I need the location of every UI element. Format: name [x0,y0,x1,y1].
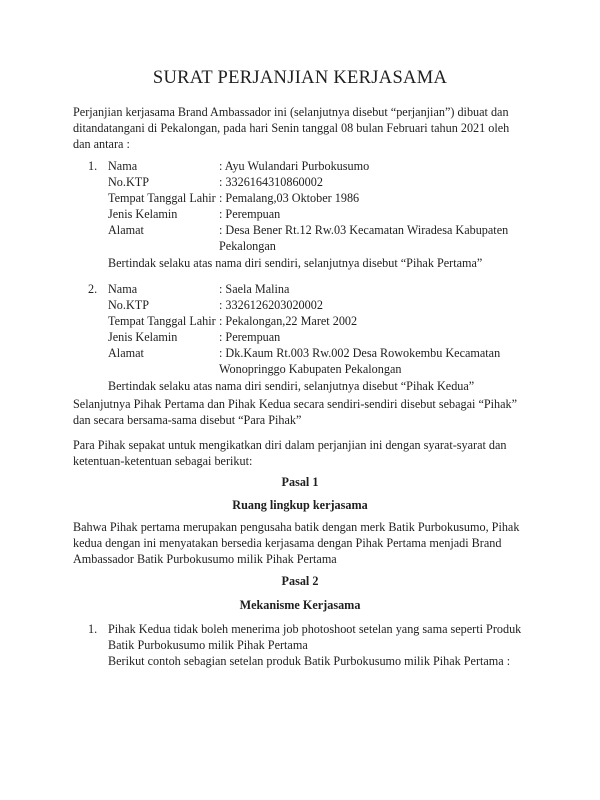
pasal-2-subheading: Mekanisme Kerjasama [239,598,361,612]
intro-line-3: dan antara : [73,137,130,151]
party-1-statement: Bertindak selaku atas nama diri sendiri, selanjutnya disebut “Pihak Pertama” [108,256,483,270]
party-1-ktp-value: : 3326164310860002 [219,175,323,189]
party-2-ttl-label: Tempat Tanggal Lahir [108,314,216,328]
party-2-ttl-value: : Pekalongan,22 Maret 2002 [219,314,358,328]
pasal-2-heading: Pasal 2 [281,574,319,588]
party-1-alamat-value-2: Pekalongan [219,239,276,253]
party-1-alamat-label: Alamat [108,223,144,237]
pasal-1-body-line-1: Bahwa Pihak pertama merupakan pengusaha batik dengan merk Batik Purbokusumo, Pihak [73,520,520,534]
party-2-ktp-value: : 3326126203020002 [219,298,323,312]
pasal-1-subheading: Ruang lingkup kerjasama [232,498,368,512]
party-2-nama-value: : Saela Malina [219,282,290,296]
party-1-nama-value: : Ayu Wulandari Purbokusumo [219,159,370,173]
party-2-statement: Bertindak selaku atas nama diri sendiri, selanjutnya disebut “Pihak Kedua” [108,379,475,393]
party-1-ttl-value: : Pemalang,03 Oktober 1986 [219,191,360,205]
para-pihak-line-1: Selanjutnya Pihak Pertama dan Pihak Kedua secara sendiri-sendiri disebut sebagai “Pihak” [73,397,518,411]
party-2-ktp-label: No.KTP [108,298,149,312]
party-2-alamat-value-2: Wonopringgo Kabupaten Pekalongan [219,362,402,376]
intro-line-2: ditandatangani di Pekalongan, pada hari Senin tanggal 08 bulan Februari tahun 2021 oleh [73,121,510,135]
party-2-jk-value: : Perempuan [219,330,281,344]
party-1-nama-label: Nama [108,159,138,173]
party-1-number: 1. [88,159,98,173]
pasal-2-item-1-line-1: Pihak Kedua tidak boleh menerima job photoshoot setelan yang sama seperti Produk [108,622,522,636]
party-1-jk-value: : Perempuan [219,207,281,221]
intro-line-1: Perjanjian kerjasama Brand Ambassador ini (selanjutnya disebut “perjanjian”) dibuat dan [73,105,509,119]
pasal-2-item-1-line-2: Batik Purbokusumo milik Pihak Pertama [108,638,308,652]
party-2-alamat-label: Alamat [108,346,144,360]
document-title: SURAT PERJANJIAN KERJASAMA [152,68,448,88]
party-1-ttl-label: Tempat Tanggal Lahir [108,191,216,205]
para-sepakat-line-1: Para Pihak sepakat untuk mengikatkan diri dalam perjanjian ini dengan syarat-syarat dan [73,438,507,452]
pasal-1-body-line-3: Ambassador Batik Purbokusumo milik Pihak Pertama [73,552,337,566]
pasal-2-item-1-number: 1. [88,622,98,636]
pasal-1-heading: Pasal 1 [281,475,319,489]
pasal-2-item-1-line-3: Berikut contoh sebagian setelan produk Batik Purbokusumo milik Pihak Pertama : [108,654,511,668]
party-1-jk-label: Jenis Kelamin [108,207,178,221]
party-2-nama-label: Nama [108,282,138,296]
party-2-alamat-value-1: : Dk.Kaum Rt.003 Rw.002 Desa Rowokembu Kecamatan [219,346,501,360]
party-1-alamat-value-1: : Desa Bener Rt.12 Rw.03 Kecamatan Wiradesa Kabupaten [219,223,509,237]
para-sepakat-line-2: ketentuan-ketentuan sebagai berikut: [73,454,253,468]
party-2-jk-label: Jenis Kelamin [108,330,178,344]
para-pihak-line-2: dan secara bersama-sama disebut “Para Pihak” [73,413,302,427]
pasal-1-body-line-2: kedua dengan ini menyatakan bersedia kerjasama dengan Pihak Pertama menjadi Brand [73,536,502,550]
party-1-ktp-label: No.KTP [108,175,149,189]
party-2-number: 2. [88,282,98,296]
